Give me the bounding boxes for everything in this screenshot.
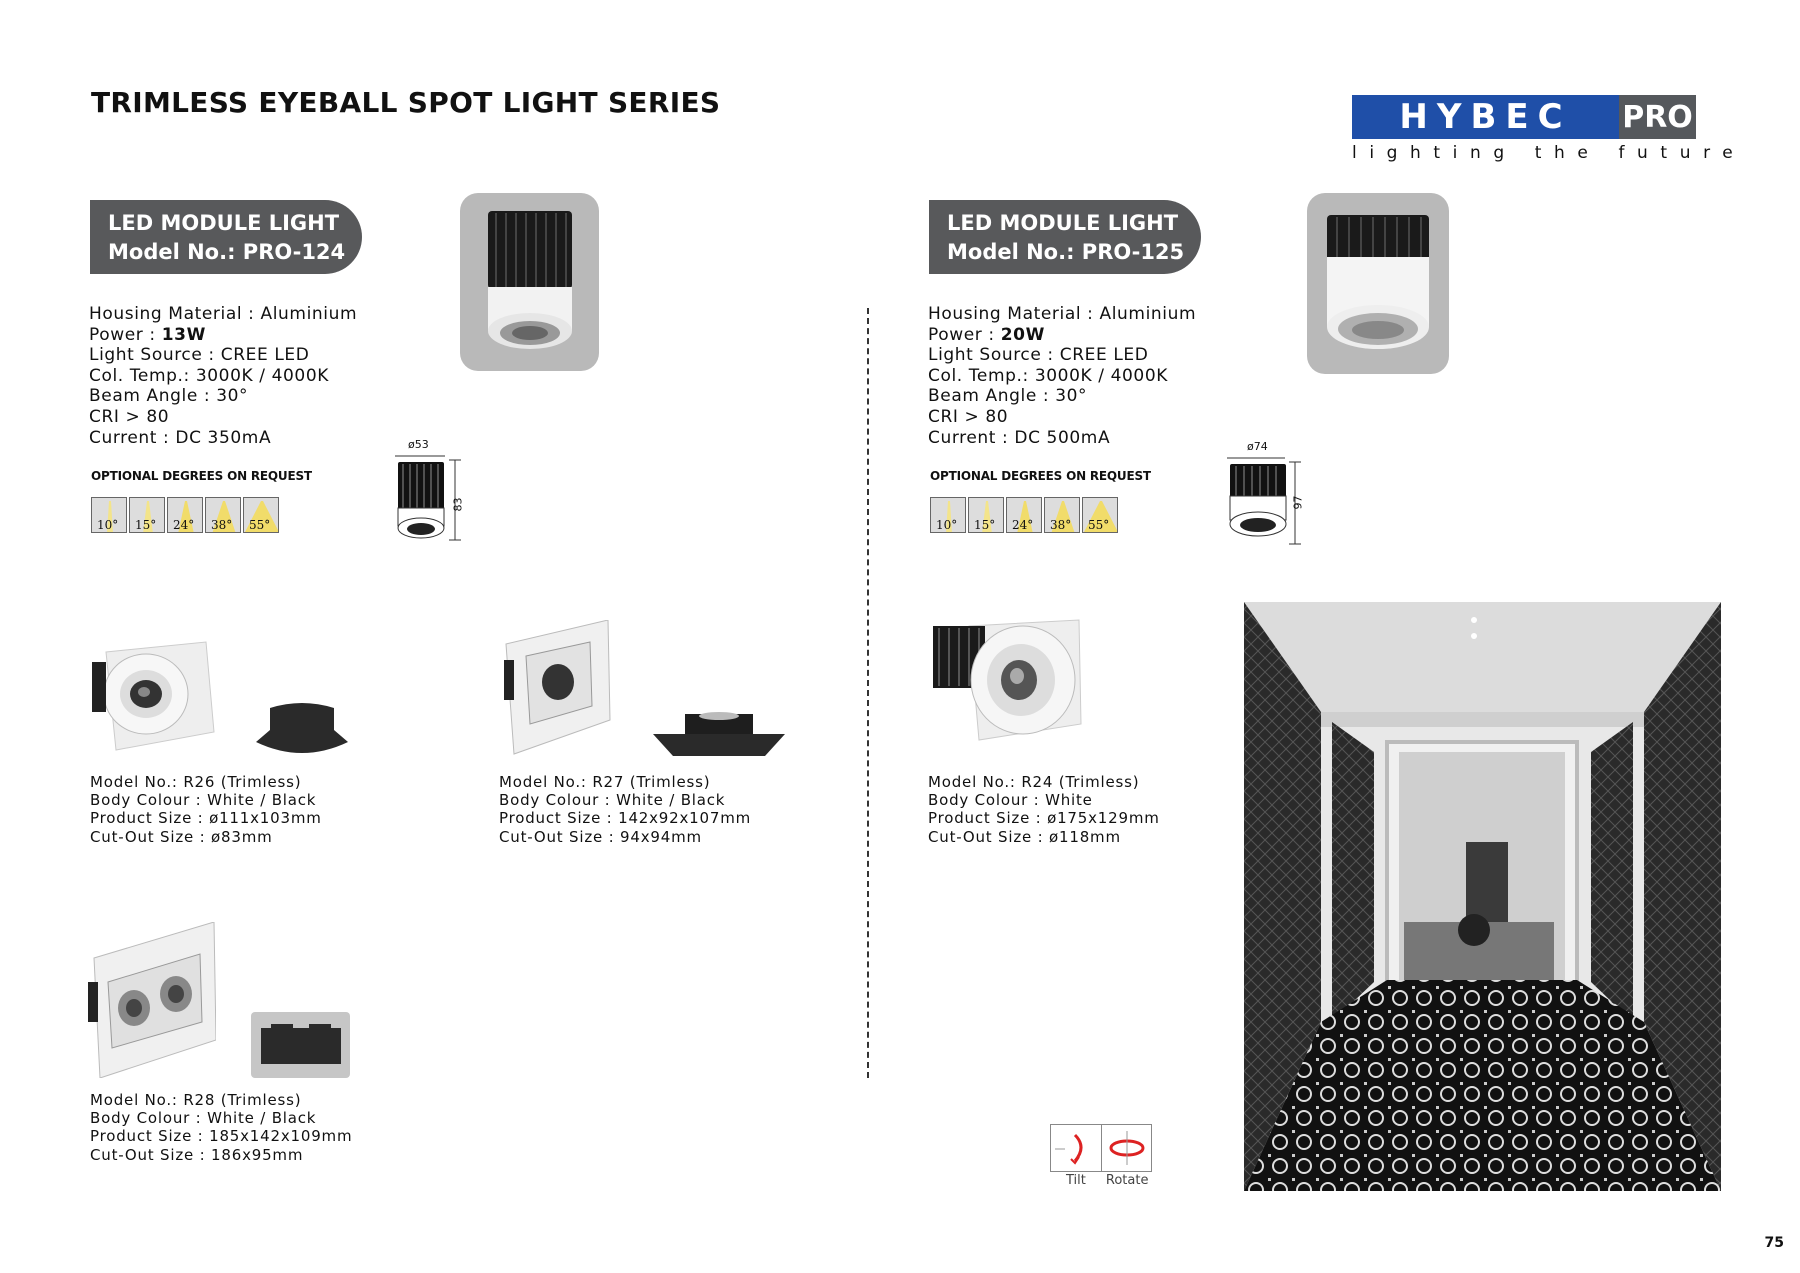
hallway-image [1244,602,1721,1191]
dim-diameter: ø74 [1247,440,1268,453]
module-model: Model No.: PRO-125 [947,240,1185,264]
module-heading: LED MODULE LIGHT [947,211,1179,235]
black-housing-icon [251,1012,350,1078]
motion-icons [1050,1124,1152,1172]
black-housing-icon [254,700,350,758]
product-cutout: Cut-Out Size : ø83mm [90,827,273,846]
brand-tagline: lighting the future [1352,143,1746,163]
module-model: Model No.: PRO-124 [108,240,346,264]
product-model: Model No.: R27 (Trimless) [499,773,711,791]
optional-degrees-title: OPTIONAL DEGREES ON REQUEST [930,469,1151,483]
degree-option: 15° [129,497,165,533]
product-photo-r26 [86,632,216,754]
spec-temp: Col. Temp.: 3000K / 4000K [928,365,1169,386]
module-badge-pro124 [90,200,362,274]
tilt-icon [1051,1125,1102,1171]
dimension-drawing-pro125 [1225,440,1309,552]
module-photo-pro125 [1307,193,1449,374]
product-photo-r27 [500,620,612,756]
degree-option: 55° [1082,497,1118,533]
degree-option: 38° [205,497,241,533]
product-info-r28 [90,1091,352,1164]
page-title: TRIMLESS EYEBALL SPOT LIGHT SERIES [91,86,721,119]
spec-source: Light Source : CREE LED [928,345,1149,366]
spec-cri: CRI > 80 [928,406,1009,427]
module-badge-pro125 [929,200,1201,274]
product-cutout: Cut-Out Size : 186x95mm [90,1145,304,1164]
product-housing-r28 [251,1012,350,1078]
product-photo-r24 [929,614,1083,744]
spec-current: Current : DC 350mA [89,427,272,448]
module-specs-pro124 [89,304,357,448]
corridor-photo [1244,602,1721,1191]
product-colour: Body Colour : White [928,791,1093,810]
product-housing-r26 [254,700,350,758]
product-model: Model No.: R28 (Trimless) [90,1091,302,1109]
brand-logo [1352,95,1696,139]
spec-housing: Housing Material : Aluminium [89,304,358,324]
trimless-round-icon [86,632,216,754]
dim-height: 83 [451,497,465,512]
rotate-icon [1102,1125,1152,1171]
spec-current: Current : DC 500mA [928,427,1111,448]
degree-option: 10° [91,497,127,533]
led-module-icon [460,193,599,371]
brand-suffix: PRO [1619,95,1696,139]
dimension-drawing-pro124 [393,438,473,550]
product-size: Product Size : ø175x129mm [928,809,1160,828]
trimless-square-icon [500,620,612,756]
spec-source: Light Source : CREE LED [89,345,310,366]
degree-option: 55° [243,497,279,533]
tilt-label: Tilt [1066,1173,1086,1188]
optional-degrees-title: OPTIONAL DEGREES ON REQUEST [91,469,312,483]
spec-power-value: 13W [161,324,206,345]
module-heading: LED MODULE LIGHT [108,211,340,235]
product-size: Product Size : 185x142x109mm [90,1127,353,1146]
product-model: Model No.: R24 (Trimless) [928,773,1140,791]
spec-beam: Beam Angle : 30° [89,386,249,407]
dim-diameter: ø53 [408,438,429,451]
product-size: Product Size : 142x92x107mm [499,809,752,828]
trimless-double-icon [84,922,216,1078]
page-number: 75 [1764,1235,1784,1251]
motion-labels [1066,1173,1148,1188]
product-size: Product Size : ø111x103mm [90,809,322,828]
trimless-eyeball-icon [929,614,1083,744]
degree-option: 10° [930,497,966,533]
spec-cri: CRI > 80 [89,406,170,427]
product-housing-r27 [653,710,785,758]
product-cutout: Cut-Out Size : 94x94mm [499,827,702,846]
degree-option: 15° [968,497,1004,533]
rotate-label: Rotate [1105,1173,1149,1188]
product-colour: Body Colour : White / Black [499,791,726,810]
black-housing-icon [653,710,785,758]
degree-option: 38° [1044,497,1080,533]
brand-name: HYBEC [1352,95,1619,139]
led-module-icon [1307,193,1449,374]
product-info-r26 [90,773,322,846]
product-colour: Body Colour : White / Black [90,791,317,810]
product-cutout: Cut-Out Size : ø118mm [928,827,1121,846]
spec-power: Power : 20W [928,324,1045,345]
spec-beam: Beam Angle : 30° [928,386,1088,407]
degree-option: 24° [167,497,203,533]
column-divider [867,308,869,1078]
degree-options [930,497,1118,533]
product-photo-r28 [84,922,216,1078]
product-model: Model No.: R26 (Trimless) [90,773,302,791]
degree-options [91,497,279,533]
module-specs-pro125 [928,304,1196,448]
module-photo-pro124 [460,193,599,371]
spec-power-value: 20W [1000,324,1045,345]
dim-height: 97 [1291,495,1305,510]
product-info-r27 [499,773,751,846]
degree-option: 24° [1006,497,1042,533]
product-info-r24 [928,773,1160,846]
spec-temp: Col. Temp.: 3000K / 4000K [89,365,330,386]
spec-power: Power : 13W [89,324,206,345]
product-colour: Body Colour : White / Black [90,1109,317,1128]
spec-housing: Housing Material : Aluminium [928,304,1197,324]
